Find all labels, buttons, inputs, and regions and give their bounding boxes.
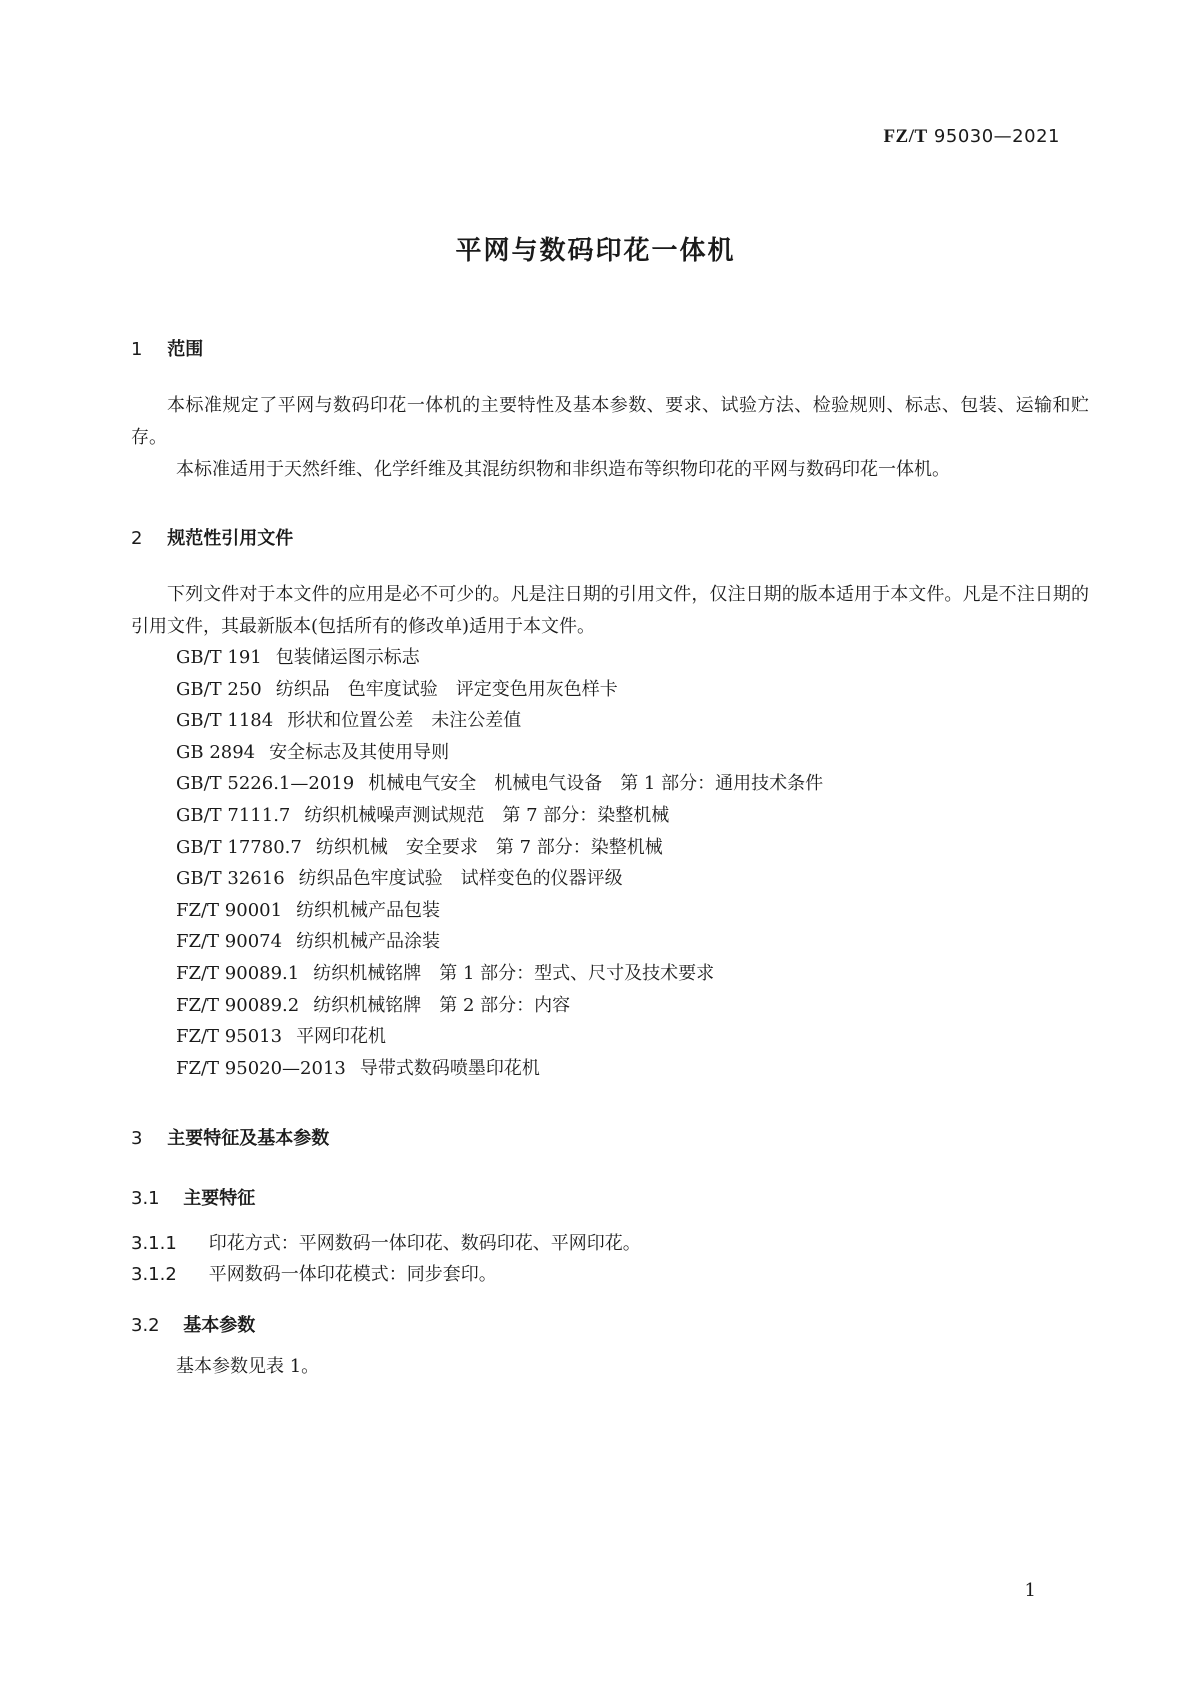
section-number: 3 <box>131 1128 143 1149</box>
reference-item <box>176 959 714 985</box>
section-title: 范围 <box>167 339 204 360</box>
clause-text: 印花方式：平网数码一体印花、数码印花、平网印花。 <box>208 1233 641 1254</box>
subsection-3-1-heading <box>131 1184 255 1210</box>
reference-title: 纺织品 色牢度试验 评定变色用灰色样卡 <box>275 678 618 700</box>
section-number: 2 <box>131 528 143 549</box>
reference-item <box>176 1054 540 1080</box>
subsection-number: 3.1 <box>131 1188 160 1209</box>
reference-code: FZ/T 95013 <box>176 1026 283 1048</box>
clause-text: 平网数码一体印花模式：同步套印。 <box>208 1264 497 1285</box>
section-number: 1 <box>131 339 143 360</box>
reference-item <box>176 833 663 859</box>
clause-3-1-1 <box>131 1229 641 1255</box>
reference-code: GB/T 7111.7 <box>176 805 291 826</box>
reference-title: 纺织机械铭牌 第 1 部分：型式、尺寸及技术要求 <box>313 963 715 984</box>
standard-code-prefix: FZ/T <box>883 126 928 147</box>
reference-title: 纺织机械 安全要求 第 7 部分：染整机械 <box>315 836 663 858</box>
reference-item <box>176 643 420 669</box>
subsection-3-2-heading <box>131 1311 255 1337</box>
reference-item <box>176 991 570 1017</box>
clause-number: 3.1.1 <box>131 1233 177 1254</box>
document-title: 平网与数码印花一体机 <box>455 236 736 266</box>
reference-title: 平网印花机 <box>296 1026 387 1048</box>
clause-3-1-2 <box>131 1260 497 1286</box>
section-title: 主要特征及基本参数 <box>167 1128 330 1149</box>
reference-title: 安全标志及其使用导则 <box>269 741 450 763</box>
reference-title: 纺织机械产品涂装 <box>296 931 441 953</box>
reference-item <box>176 864 623 890</box>
reference-code: GB/T 250 <box>176 678 262 700</box>
reference-title: 纺织品色牢度试验 试样变色的仪器评级 <box>298 868 623 890</box>
page-number: 1 <box>1024 1580 1036 1601</box>
reference-item <box>176 769 823 795</box>
reference-title: 机械电气安全 机械电气设备 第 1 部分：通用技术条件 <box>368 773 824 795</box>
reference-title: 纺织机械产品包装 <box>296 899 441 921</box>
reference-code: GB/T 1184 <box>176 710 274 732</box>
reference-item <box>176 738 449 764</box>
reference-item <box>176 1022 386 1048</box>
section-2-heading <box>131 524 293 550</box>
reference-code: GB/T 17780.7 <box>176 836 302 858</box>
reference-code: FZ/T 90074 <box>176 931 283 953</box>
reference-item <box>176 801 669 827</box>
section-title: 规范性引用文件 <box>167 528 294 549</box>
reference-item <box>176 706 521 732</box>
reference-code: FZ/T 90089.1 <box>176 963 300 984</box>
reference-title: 包装储运图示标志 <box>275 647 420 668</box>
reference-code: FZ/T 90001 <box>176 899 283 921</box>
reference-code: FZ/T 95020—2013 <box>176 1057 346 1079</box>
clause-number: 3.1.2 <box>131 1264 177 1285</box>
standard-code <box>883 126 1060 148</box>
subsection-title: 基本参数 <box>183 1315 256 1336</box>
scope-paragraph-1: 本标准规定了平网与数码印花一体机的主要特性及基本参数、要求、试验方法、检验规则、标志、包装、运输和贮存。 <box>131 395 1089 448</box>
section-3-heading <box>131 1124 329 1150</box>
reference-title: 导带式数码喷墨印花机 <box>359 1057 540 1079</box>
reference-code: GB/T 191 <box>176 647 262 668</box>
reference-title: 纺织机械铭牌 第 2 部分：内容 <box>313 994 571 1016</box>
standard-code-number: 95030—2021 <box>933 126 1060 147</box>
reference-title: 形状和位置公差 未注公差值 <box>287 710 522 732</box>
reference-title: 纺织机械噪声测试规范 第 7 部分：染整机械 <box>304 805 670 826</box>
reference-code: GB/T 5226.1—2019 <box>176 773 355 795</box>
reference-item <box>176 927 440 953</box>
reference-item <box>176 896 440 922</box>
subsection-number: 3.2 <box>131 1315 160 1336</box>
references-intro: 下列文件对于本文件的应用是必不可少的。凡是注日期的引用文件，仅注日期的版本适用于本文件。凡是不注日期的引用文件，其最新版本(包括所有的修改单)适用于本文件。 <box>131 584 1089 637</box>
reference-item <box>176 675 618 701</box>
subsection-title: 主要特征 <box>183 1188 256 1209</box>
reference-code: GB/T 32616 <box>176 868 285 890</box>
reference-code: GB 2894 <box>176 741 256 763</box>
reference-code: FZ/T 90089.2 <box>176 994 300 1016</box>
basic-parameters-text: 基本参数见表 1。 <box>176 1356 320 1377</box>
section-1-heading <box>131 335 203 361</box>
scope-paragraph-2: 本标准适用于天然纤维、化学纤维及其混纺织物和非织造布等织物印花的平网与数码印花一体机。 <box>176 459 950 480</box>
